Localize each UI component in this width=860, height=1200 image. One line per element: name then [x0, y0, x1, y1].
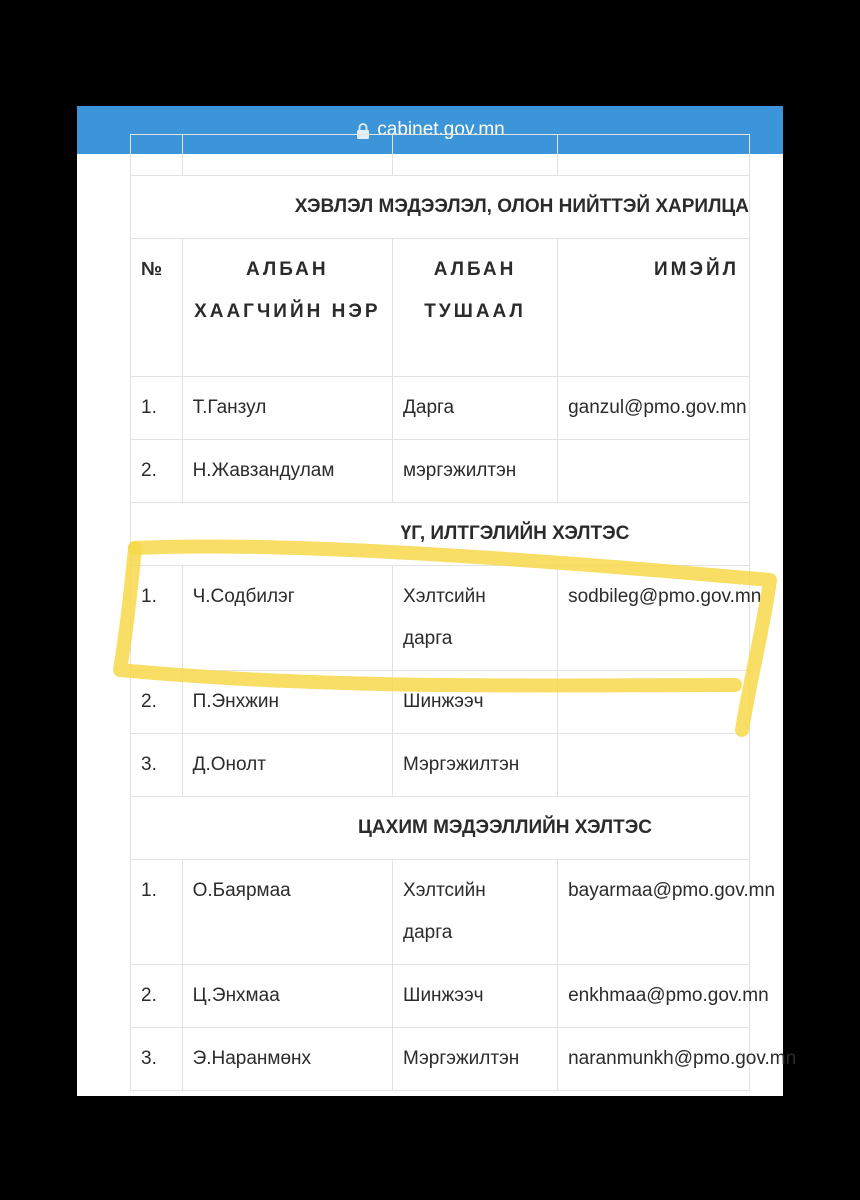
- section-title-press: ХЭВЛЭЛ МЭДЭЭЛЭЛ, ОЛОН НИЙТТЭЙ ХАРИЛЦА: [131, 176, 750, 239]
- staff-email[interactable]: bayarmaa@pmo.gov.mn: [558, 860, 750, 965]
- staff-name: П.Энхжин: [182, 671, 392, 734]
- staff-name: Ч.Содбилэг: [182, 566, 392, 671]
- staff-position: Хэлтсийн дарга: [393, 860, 558, 965]
- staff-name: Ц.Энхмаа: [182, 965, 392, 1028]
- staff-name: Д.Онолт: [182, 734, 392, 797]
- table-row: [131, 377, 750, 440]
- header-position: АЛБАН ТУШААЛ: [393, 239, 558, 377]
- row-number: 2.: [131, 671, 183, 734]
- staff-table: [130, 134, 797, 1091]
- staff-email: [558, 440, 750, 503]
- row-number: 1.: [131, 566, 183, 671]
- staff-position: Шинжээч: [393, 965, 558, 1028]
- section-row: [131, 176, 750, 239]
- staff-position: Дарга: [393, 377, 558, 440]
- row-number: 3.: [131, 734, 183, 797]
- staff-email[interactable]: naranmunkh@pmo.gov.mn: [558, 1028, 750, 1091]
- table-row: [131, 566, 750, 671]
- table-row: [131, 965, 750, 1028]
- staff-email[interactable]: sodbileg@pmo.gov.mn: [558, 566, 750, 671]
- staff-position: Шинжээч: [393, 671, 558, 734]
- header-email: ИМЭЙЛ: [558, 239, 750, 377]
- header-number: №: [131, 239, 183, 377]
- staff-name: Н.Жавзандулам: [182, 440, 392, 503]
- table-row: [131, 440, 750, 503]
- staff-email[interactable]: enkhmaa@pmo.gov.mn: [558, 965, 750, 1028]
- row-number: 1.: [131, 377, 183, 440]
- page-content[interactable]: [77, 154, 797, 1096]
- staff-position: Мэргэжилтэн: [393, 734, 558, 797]
- staff-name: О.Баярмаа: [182, 860, 392, 965]
- staff-position: Хэлтсийн дарга: [393, 566, 558, 671]
- section-title-speech: ҮГ, ИЛТГЭЛИЙН ХЭЛТЭС: [131, 503, 750, 566]
- table-row: [131, 135, 750, 176]
- staff-name: Э.Наранмөнх: [182, 1028, 392, 1091]
- staff-name: Т.Ганзул: [182, 377, 392, 440]
- table-row: [131, 1028, 750, 1091]
- staff-email: [558, 671, 750, 734]
- table-header-row: [131, 239, 750, 377]
- browser-screen: [77, 106, 797, 1096]
- table-row: [131, 734, 750, 797]
- table-row: [131, 860, 750, 965]
- section-row: [131, 797, 750, 860]
- staff-email: [558, 734, 750, 797]
- section-title-digital: ЦАХИМ МЭДЭЭЛЛИЙН ХЭЛТЭС: [131, 797, 750, 860]
- staff-position: Мэргэжилтэн: [393, 1028, 558, 1091]
- address-bar-url: cabinet.gov.mn: [377, 119, 505, 140]
- row-number: 3.: [131, 1028, 183, 1091]
- row-number: 2.: [131, 440, 183, 503]
- staff-position: мэргэжилтэн: [393, 440, 558, 503]
- row-number: 2.: [131, 965, 183, 1028]
- header-name: АЛБАН ХААГЧИЙН НЭР: [182, 239, 392, 377]
- staff-email[interactable]: ganzul@pmo.gov.mn: [558, 377, 750, 440]
- row-number: 1.: [131, 860, 183, 965]
- section-row: [131, 503, 750, 566]
- table-row: [131, 671, 750, 734]
